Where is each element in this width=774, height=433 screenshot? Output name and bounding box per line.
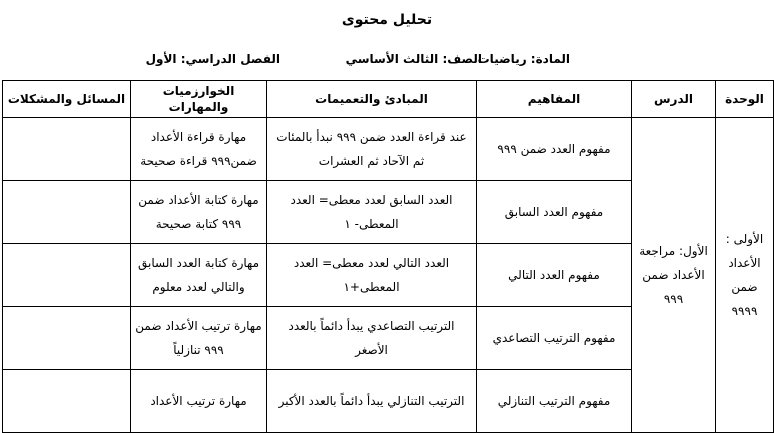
problem-cell [3, 370, 131, 433]
content-analysis-table [2, 80, 774, 433]
principle-cell: العدد التالي لعدد معطى= العدد المعطى+١ [267, 244, 477, 307]
header-concepts: المفاهيم [477, 81, 632, 118]
principle-cell: الترتيب التنازلي يبدأ دائماً بالعدد الأكبر [267, 370, 477, 433]
skill-cell: مهارة ترتيب الأعداد [131, 370, 267, 433]
skill-cell: مهارة كتابة الأعداد ضمن ٩٩٩ كتابة صحيحة [131, 181, 267, 244]
principle-cell: عند قراءة العدد ضمن ٩٩٩ نبدأ بالمئات ثم الآحاد ثم العشرات [267, 118, 477, 181]
header-principles: المبادئ والتعميمات [267, 81, 477, 118]
skill-cell: مهارة قراءة الأعداد ضمن٩٩٩ قراءة صحيحة [131, 118, 267, 181]
table-row [3, 118, 774, 181]
concept-cell: مفهوم العدد السابق [477, 181, 632, 244]
header-unit: الوحدة [716, 81, 774, 118]
skill-cell: مهارة ترتيب الأعداد ضمن ٩٩٩ تنازلياً [131, 307, 267, 370]
grade-label: الصف: الثالث الأساسي [345, 52, 482, 66]
subject-label: المادة: رياضيات [477, 52, 570, 66]
problem-cell [3, 181, 131, 244]
term-label: الفصل الدراسي: الأول [145, 52, 280, 66]
concept-cell: مفهوم العدد ضمن ٩٩٩ [477, 118, 632, 181]
problem-cell [3, 244, 131, 307]
concept-cell: مفهوم العدد التالي [477, 244, 632, 307]
page-title: تحليل محتوى [341, 12, 433, 28]
header-skills: الخوارزميات والمهارات [131, 81, 267, 118]
principle-cell: العدد السابق لعدد معطى= العدد المعطى- ١ [267, 181, 477, 244]
concept-cell: مفهوم الترتيب التنازلي [477, 370, 632, 433]
concept-cell: مفهوم الترتيب التصاعدي [477, 307, 632, 370]
table-header-row [3, 81, 774, 118]
unit-cell: الأولى : الأعداد ضمن ٩٩٩٩ [716, 118, 774, 433]
skill-cell: مهارة كتابة العدد السابق والتالي لعدد معلوم [131, 244, 267, 307]
principle-cell: الترتيب التصاعدي يبدأ دائماً بالعدد الأصغر [267, 307, 477, 370]
header-problems: المسائل والمشكلات [3, 81, 131, 118]
header-lesson: الدرس [632, 81, 716, 118]
problem-cell [3, 307, 131, 370]
lesson-cell: الأول: مراجعة الأعداد ضمن ٩٩٩ [632, 118, 716, 433]
problem-cell [3, 118, 131, 181]
